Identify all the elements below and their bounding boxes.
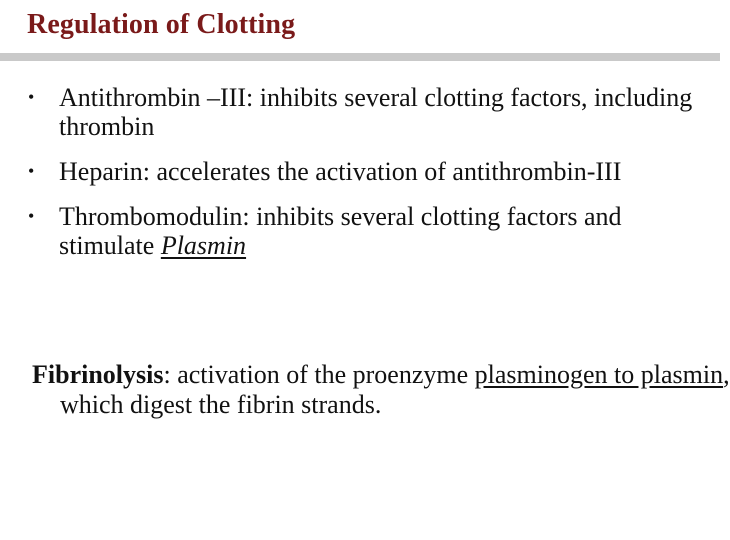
bullet-heparin — [28, 157, 708, 186]
bullet-antithrombin — [28, 83, 708, 141]
bullet-text: Heparin: accelerates the activation of antithrombin-III — [59, 157, 622, 186]
fibrinolysis-term: Fibrinolysis — [32, 360, 164, 389]
fibrinolysis-text-1: : activation of the proenzyme — [163, 360, 475, 389]
fibrinolysis-text-2: , which digest the fibrin strands. — [60, 360, 730, 419]
bullet-dot-icon — [28, 83, 34, 112]
slide-title: Regulation of Clotting — [27, 9, 296, 40]
bullet-thrombomodulin — [28, 202, 708, 260]
plasminogen-underlined: plasminogen to plasmin — [474, 360, 724, 389]
fibrinolysis-paragraph — [32, 360, 730, 420]
bullet-dot-icon — [28, 157, 34, 186]
bullet-list — [28, 83, 708, 276]
bullet-text: Antithrombin –III: inhibits several clotting factors, including thrombin — [59, 83, 693, 141]
title-divider — [0, 53, 720, 61]
plasmin-emphasis: Plasmin — [160, 231, 247, 260]
bullet-dot-icon — [28, 202, 34, 231]
bullet-text: Thrombomodulin: inhibits several clotting factors and stimulate — [59, 202, 622, 260]
